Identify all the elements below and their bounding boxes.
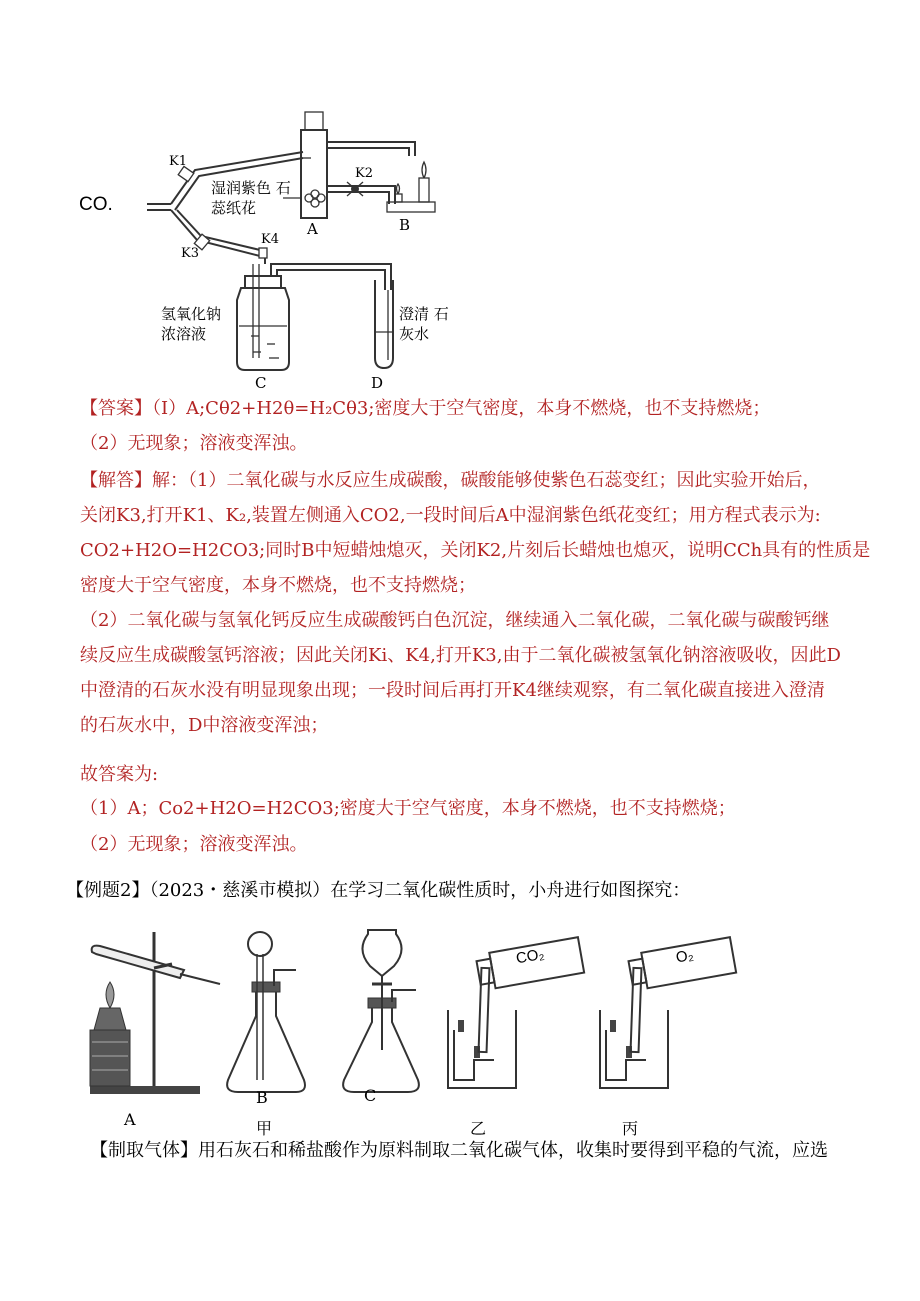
tube-d-label: D	[371, 374, 384, 392]
solution-line-6: 续反应生成碳酸氢钙溶液；因此关闭Ki、K4,打开K3,由于二氧化碳被氢氧化钠溶液吸收，因此D	[80, 645, 841, 666]
group-jia-label: 甲	[256, 1119, 273, 1138]
solution-line-3: CO2+H2O=H2CO3;同时B中短蜡烛熄灭，关闭K2,片刻后长蜡烛也熄灭，说明CCh具有的性质是	[80, 540, 871, 561]
last-paragraph: 【制取气体】用石灰石和稀盐酸作为原料制取二氧化碳气体，收集时要得到平稳的气流，应选	[90, 1140, 828, 1161]
gas-label-o2: O₂	[674, 946, 695, 967]
apparatus-c-label: C	[364, 1086, 377, 1105]
bottle-c-label: C	[255, 374, 267, 392]
answer-tag: 【答案】	[80, 398, 152, 419]
solution-line-8: 的石灰水中，D中溶液变浑浊；	[80, 715, 329, 736]
tube-d-content-label: 澄清 石灰水	[399, 305, 449, 343]
final-answer-line-2: （2）无现象；溶液变浑浊。	[80, 834, 308, 855]
answer-block	[80, 396, 880, 466]
group-yi-label: 乙	[470, 1119, 487, 1138]
solution-block	[80, 468, 870, 748]
solution-line-4: 密度大于空气密度，本身不燃烧，也不支持燃烧；	[80, 575, 476, 596]
solution-tag: 【解答】	[80, 470, 152, 491]
group-bing-label: 丙	[622, 1119, 639, 1138]
co-label: CO.	[79, 194, 113, 215]
bottle-a-label: A	[307, 220, 318, 238]
final-answer-line-1: （1）A；Co2+H2O=H2CO3;密度大于空气密度，本身不燃烧，也不支持燃烧；	[80, 798, 736, 819]
apparatus-drawing	[75, 100, 495, 400]
gas-label-co2: CO₂	[514, 945, 546, 968]
answer-line-1: 【答案】（I）A;Cθ2+H2θ=H₂Cθ3;密度大于空气密度，本身不燃烧，也不支持燃烧；	[80, 398, 771, 419]
final-answer-block	[80, 762, 880, 862]
flower-label: 湿润紫色 石蕊纸花	[211, 179, 291, 217]
valve-k1-label: K1	[169, 154, 187, 169]
solution-line-2: 关闭K3,打开K1、K₂,装置左侧通入CO2,一段时间后A中湿润紫色纸花变红；用方程式表示为:	[80, 505, 821, 526]
apparatus-a-label: A	[124, 1110, 136, 1129]
final-answer-intro: 故答案为:	[80, 764, 159, 785]
valve-k4-label: K4	[261, 232, 279, 247]
bottle-c-content-label: 氢氧化钠 浓溶液	[161, 305, 222, 343]
valve-k2-label: K2	[355, 166, 373, 181]
figure-2-apparatus	[70, 920, 790, 1130]
valve-k3-label: K3	[181, 246, 199, 261]
solution-line-1: 【解答】解：（1）二氧化碳与水反应生成碳酸，碳酸能够使紫色石蕊变红；因此实验开始后，	[80, 470, 821, 491]
example-2-heading: 【例题2】（2023・慈溪市模拟）在学习二氧化碳性质时，小舟进行如图探究：	[66, 880, 691, 901]
solution-line-7: 中澄清的石灰水没有明显现象出现；一段时间后再打开K4继续观察，有二氧化碳直接进入澄清	[80, 680, 825, 701]
answer-line-2: （2）无现象；溶液变浑浊。	[80, 433, 308, 454]
solution-line-5: （2）二氧化碳与氢氧化钙反应生成碳酸钙白色沉淀，继续通入二氧化碳，二氧化碳与碳酸钙继	[80, 610, 830, 631]
figure-1-apparatus	[75, 100, 495, 400]
candles-b-label: B	[399, 216, 411, 234]
apparatus-b-label: B	[256, 1088, 268, 1107]
